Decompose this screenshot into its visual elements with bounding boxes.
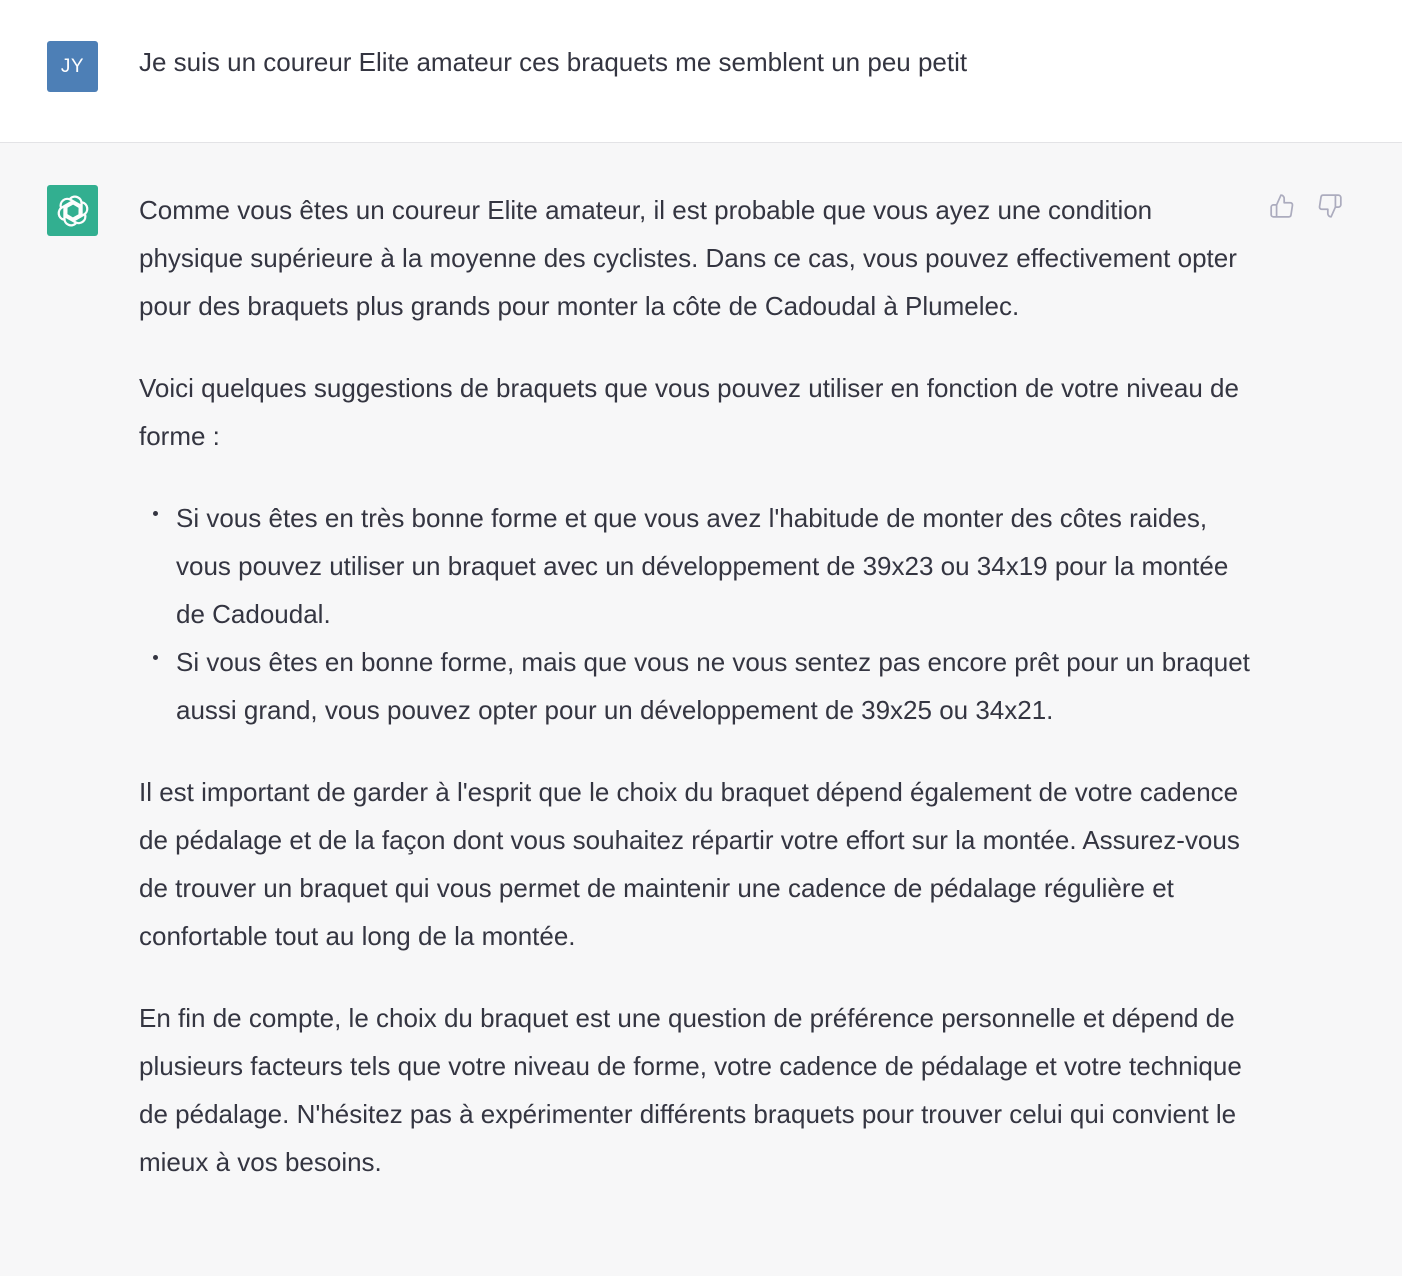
- thumbs-up-icon: [1269, 193, 1295, 219]
- assistant-paragraph: Voici quelques suggestions de braquets que vous pouvez utiliser en fonction de votre niveau de forme :: [139, 373, 1239, 451]
- list-item: Si vous êtes en très bonne forme et que vous avez l'habitude de monter des côtes raides, vous pouvez utiliser un braquet avec un développement de 39x23 ou 34x19 pour la montée de Cadoudal.: [176, 494, 1251, 638]
- assistant-paragraph: Comme vous êtes un coureur Elite amateur, il est probable que vous ayez une condition physique supérieure à la moyenne des cyclistes. Dans ce cas, vous pouvez effectivement opter pour des braquets plus grands pour monter la côte de Cadoudal à Plumelec.: [139, 195, 1237, 321]
- assistant-message-content: [139, 186, 1251, 1220]
- openai-logo-icon: [54, 192, 92, 230]
- thumbs-down-icon: [1317, 193, 1343, 219]
- user-avatar: [47, 41, 98, 92]
- assistant-paragraph: En fin de compte, le choix du braquet est une question de préférence personnelle et dépend de plusieurs facteurs tels que votre niveau de forme, votre cadence de pédalage et votre technique de pédalage. N'hésitez pas à expérimenter différents braquets pour trouver celui qui convient le mieux à vos besoins.: [139, 1003, 1242, 1177]
- list-item: Si vous êtes en bonne forme, mais que vous ne vous sentez pas encore prêt pour un braquet aussi grand, vous pouvez opter pour un développement de 39x25 ou 34x21.: [176, 638, 1251, 734]
- suggestion-list: [139, 494, 1251, 734]
- assistant-avatar: [47, 185, 98, 236]
- user-message-row: [0, 0, 1402, 143]
- thumbs-up-button[interactable]: [1267, 191, 1297, 221]
- assistant-message-row: [0, 143, 1402, 1276]
- assistant-paragraph: Il est important de garder à l'esprit que le choix du braquet dépend également de votre cadence de pédalage et de la façon dont vous souhaitez répartir votre effort sur la montée. Assurez-vous de trouver un braquet qui vous permet de maintenir une cadence de pédalage régulière et confortable tout au long de la montée.: [139, 777, 1240, 951]
- user-avatar-initials: JY: [60, 55, 85, 77]
- user-message-text: Je suis un coureur Elite amateur ces braquets me semblent un peu petit: [139, 47, 968, 77]
- thumbs-down-button[interactable]: [1315, 191, 1345, 221]
